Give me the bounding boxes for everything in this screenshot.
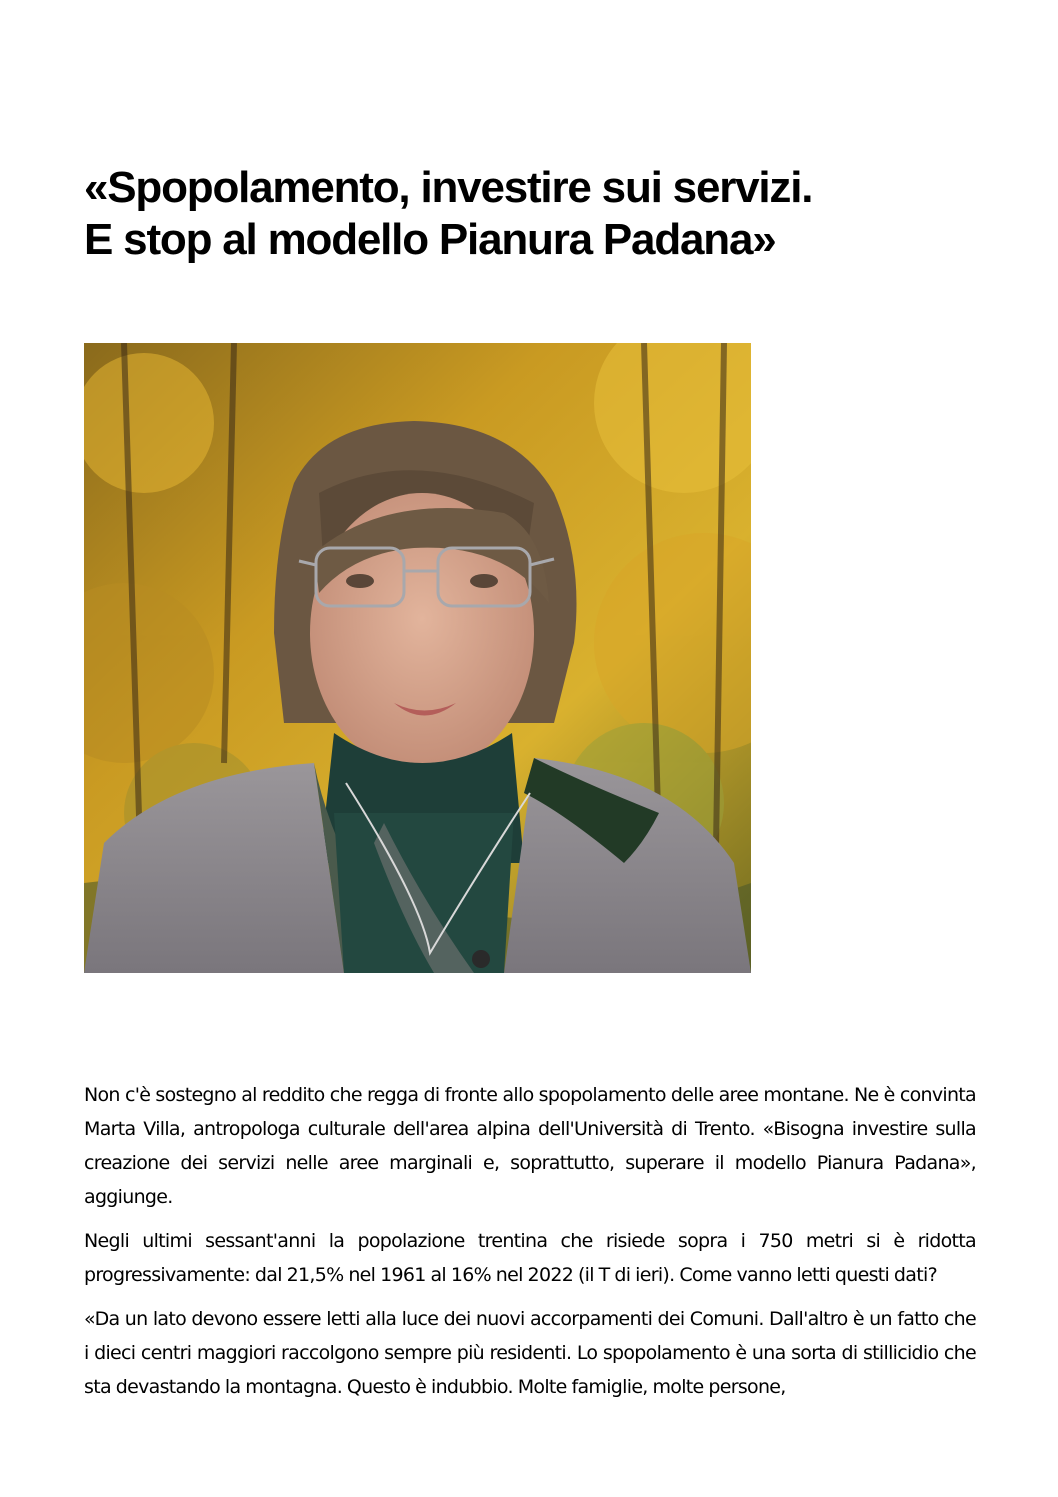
headline-line-1: «Spopolamento, investire sui servizi. xyxy=(84,163,813,212)
headline-line-2: E stop al modello Pianura Padana» xyxy=(84,215,776,264)
article-paragraph: Non c'è sostegno al reddito che regga di fronte allo spopolamento delle aree montane. Ne è convinta Marta Villa, antropologa culturale dell'area alpina dell'Università di Trento. «Bisogna investire sulla creazione dei servizi nelle aree marginali e, soprattutto, superare il modello Pianura Padana», aggiunge. xyxy=(84,1084,976,1208)
portrait-photo xyxy=(84,343,751,973)
article-paragraph: «Da un lato devono essere letti alla luce dei nuovi accorpamenti dei Comuni. Dall'altro è un fatto che i dieci centri maggiori raccolgono sempre più residenti. Lo spopolamento è una sorta di stillicidio che sta devastando la montagna. Questo è indubbio. Molte famiglie, molte persone, xyxy=(84,1308,976,1398)
portrait-illustration xyxy=(84,343,751,973)
headline xyxy=(84,162,984,266)
article-paragraph: Negli ultimi sessant'anni la popolazione trentina che risiede sopra i 750 metri si è ridotta progressivamente: dal 21,5% nel 1961 al 16% nel 2022 (il T di ieri). Come vanno letti questi dati? xyxy=(84,1230,976,1286)
article-body xyxy=(84,1078,976,1414)
